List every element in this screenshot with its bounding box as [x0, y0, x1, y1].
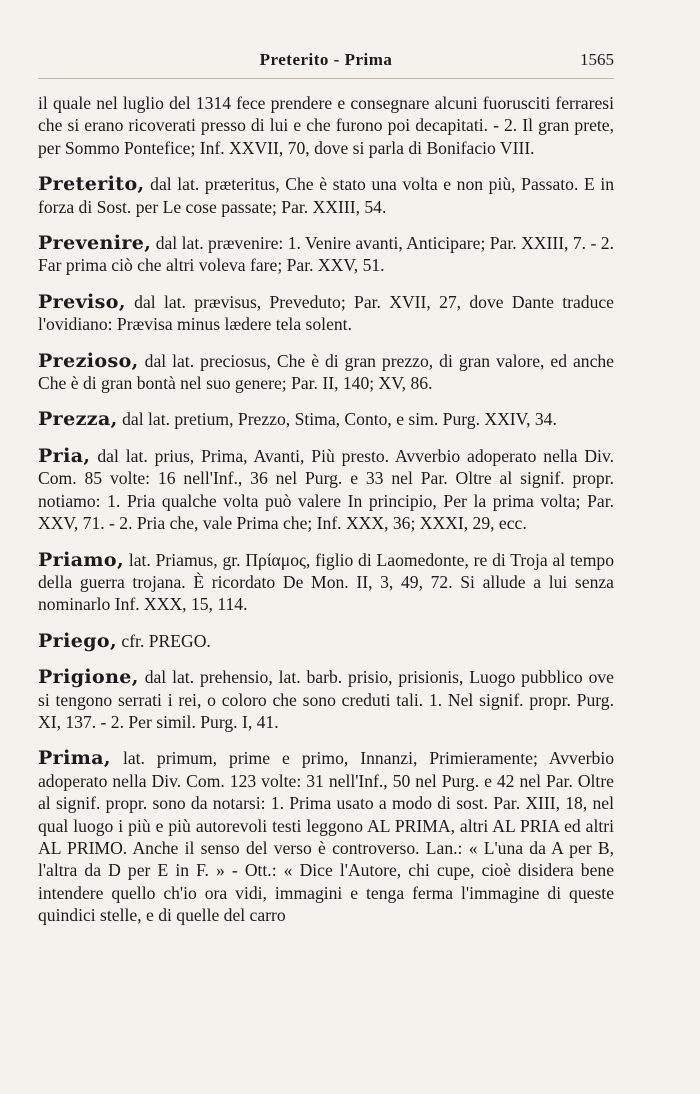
entry-prevenire	[38, 232, 614, 277]
entry-prigione	[38, 666, 614, 733]
entry-pria	[38, 445, 614, 535]
header-rule	[38, 78, 614, 79]
entry-previso	[38, 291, 614, 336]
entry-prezioso	[38, 350, 614, 395]
entry-prezza	[38, 408, 614, 430]
definition: dal lat. præteritus, Che è stato una volta e non più, Passato. E in forza di Sost. per Le cose passate; Par. XXIII, 54.	[38, 174, 615, 217]
definition: lat. Priamus, gr. Πρίαμος, figlio di Laomedonte, re di Troja al tempo della guerra trojana. È ricordato De Mon. II, 3, 49, 72. Si allude a lui senza nominarlo Inf. XXX, 15, 114.	[38, 549, 614, 615]
dictionary-text	[38, 92, 614, 941]
continuation-paragraph: il quale nel luglio del 1314 fece prendere e consegnare alcuni fuorusciti ferraresi che si erano ricoverati presso di lui e che furono poi decapitati. - 2. Il gran prete, per Sommo Pontefice; Inf. XXVII, 70, dove si parla di Bonifacio VIII.	[38, 93, 614, 158]
headword: Prevenire,	[38, 232, 152, 255]
entry-priego	[38, 630, 614, 652]
definition: cfr. PREGO.	[121, 630, 211, 651]
definition: dal lat. prehensio, lat. barb. prisio, prisionis, Luogo pubblico ove si tengono serrati i rei, o coloro che sono creduti tali. 1. Nel signif. propr. Purg. XI, 137. - 2. Per simil. Purg. I, 41.	[38, 667, 614, 732]
entry-preterito	[38, 173, 614, 218]
headword: Priego,	[38, 629, 117, 652]
running-title: Preterito - Prima	[259, 50, 393, 69]
definition: lat. primum, prime e primo, Innanzi, Primieramente; Avverbio adoperato nella Div. Com. 123 volte: 31 nell'Inf., 50 nel Purg. e 42 nel Par. Oltre al signif. propr. sono da notarsi: 1. Prima usato a modo di sost. Par. XIII, 18, nel qual luogo i più e più autorevoli testi leggono AL PRIMA, altri AL PRIA ed altri AL PRIMO. Anche il senso del verso è controverso. Lan.: « L'una da A per B, l'altra da D per E in F. » - Ott.: « Dice l'Autore, chi cupe, cioè disidera bene intendere quello ch'io ora vidi, immagini e tenga ferma l'immagine di queste quindici stelle, e di quelle del carro	[38, 748, 615, 926]
definition: dal lat. prævisus, Preveduto; Par. XVII, 27, dove Dante traduce l'ovidiano: Prævisa minus lædere tela solent.	[38, 291, 614, 335]
definition: dal lat. preciosus, Che è di gran prezzo, di gran valore, ed anche Che è di gran bontà nel suo genere; Par. II, 140; XV, 86.	[38, 350, 614, 394]
definition: dal lat. prius, Prima, Avanti, Più presto. Avverbio adoperato nella Div. Com. 85 volte: 16 nell'Inf., 36 nel Purg. e 33 nel Par. Oltre al signif. propr. notiamo: 1. Pria qualche volta può valere In principio, Per la prima volta; Par. XXV, 71. - 2. Pria che, vale Prima che; Inf. XXX, 36; XXXI, 29, ecc.	[38, 445, 615, 534]
headword: Prigione,	[38, 666, 139, 689]
headword: Prezza,	[38, 408, 118, 431]
entry-priamo	[38, 549, 614, 616]
headword: Prima,	[38, 747, 111, 770]
headword: Prezioso,	[38, 349, 139, 372]
definition: dal lat. prævenire: 1. Venire avanti, Anticipare; Par. XXIII, 7. - 2. Far prima ciò che altri voleva fare; Par. XXV, 51.	[38, 233, 614, 276]
headword: Priamo,	[38, 548, 125, 571]
headword: Previso,	[38, 290, 126, 313]
entry-prima	[38, 747, 614, 926]
page-number: 1565	[580, 50, 614, 69]
page-header	[38, 50, 614, 76]
definition: dal lat. pretium, Prezzo, Stima, Conto, e sim. Purg. XXIV, 34.	[122, 409, 557, 430]
headword: Preterito,	[38, 173, 145, 196]
headword: Pria,	[38, 444, 91, 467]
